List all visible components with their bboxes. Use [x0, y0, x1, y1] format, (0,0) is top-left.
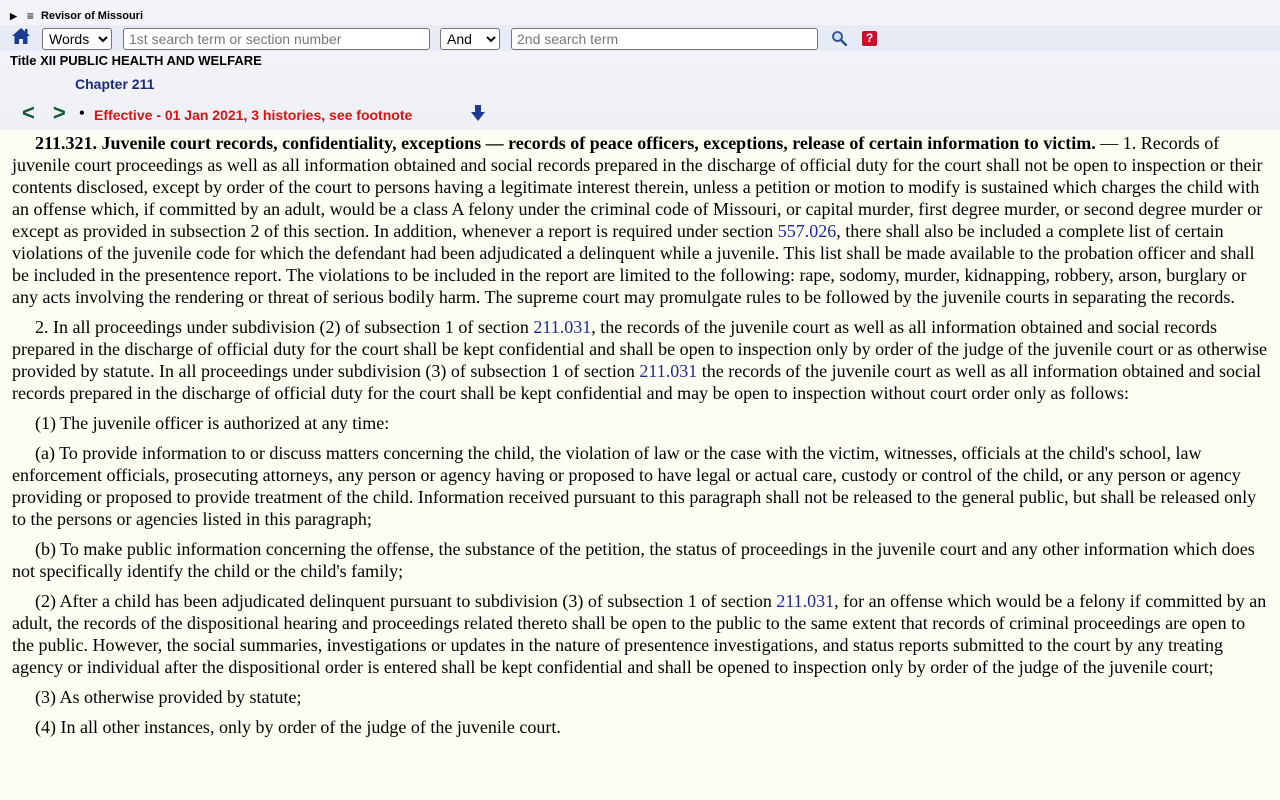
site-title: Revisor of Missouri	[40, 10, 144, 22]
search-operator-select[interactable]	[440, 28, 500, 50]
topline	[10, 8, 143, 24]
next-section-button[interactable]: >	[52, 100, 66, 125]
header	[0, 0, 1280, 130]
section-text	[12, 132, 1268, 746]
paragraph-7: (3) As otherwise provided by statute;	[35, 687, 302, 707]
section-heading: 211.321. Juvenile court records, confidentiality, exceptions — records of peace officers, exceptions, release of certain information to victim.	[35, 133, 1096, 153]
paragraph-6: (2) After a child has been adjudicated delinquent pursuant to subdivision (3) of subsection 1 of section 211.031, for an offense which would be a felony if committed by an adult, the records of the dispositional hearing and proceedings related thereto shall be open to the public to the same extent that records of criminal proceedings are open to the public. However, the social summaries, investigations or updates in the nature of presentence investigations, and status reports submitted to the court by any treating agency or individual after the dispositional order is entered shall be kept confidential and shall be opened to inspection only by order of the judge of the juvenile court;	[12, 591, 1267, 677]
paragraph-5: (b) To make public information concerning the offense, the substance of the petition, the status of proceedings in the juvenile court and any other information which does not specifically identify the child or the child's family;	[12, 539, 1255, 581]
section-link-211-031[interactable]: 211.031	[639, 361, 698, 381]
expand-triangle-icon[interactable]: ▶	[10, 10, 17, 21]
menu-icon[interactable]: ≡	[26, 9, 34, 23]
title-line: Title XII PUBLIC HEALTH AND WELFARE	[10, 53, 262, 68]
section-link-557-026[interactable]: 557.026	[777, 221, 837, 241]
section-link-211-031[interactable]: 211.031	[533, 317, 592, 337]
paragraph-2: 2. In all proceedings under subdivision (2) of subsection 1 of section 211.031, the records of the juvenile court as well as all information obtained and social records prepared in the discharge of official duty for the court shall be kept confidential and shall be open to inspection only by order of the judge of the juvenile court or as otherwise provided by statute. In all proceedings under subdivision (3) of subsection 1 of section 211.031 the records of the juvenile court as well as all information obtained and social records prepared in the discharge of official duty for the court shall be kept confidential and may be open to inspection without court order only as follows:	[12, 317, 1267, 403]
home-icon[interactable]	[11, 26, 31, 46]
section-link-211-031[interactable]: 211.031	[776, 591, 835, 611]
search-bar	[0, 25, 1280, 51]
search-mode-select[interactable]	[42, 28, 112, 50]
paragraph-1: 211.321. Juvenile court records, confidentiality, exceptions — records of peace officers, exceptions, release of certain information to victim. — 1. Records of juvenile court proceedings as well as all information obtained and social records prepared in the discharge of official duty for the court shall not be open to inspection or their contents disclosed, except by order of the court to persons having a legitimate interest therein, unless a petition or motion to modify is sustained which charges the child with an offense which, if committed by an adult, would be a class A felony under the criminal code of Missouri, or capital murder, first degree murder, or second degree murder or except as provided in subsection 2 of this section. In addition, whenever a report is required under section 557.026, there shall also be included a complete list of certain violations of the juvenile code for which the defendant had been adjudicated a delinquent while a juvenile. This list shall be made available to the probation officer and shall be included in the presentence report. The violations to be included in the report are limited to the following: rape, sodomy, murder, kidnapping, robbery, arson, burglary or any acts involving the rendering or threat of serious bodily harm. The supreme court may promulgate rules to be followed by the juvenile courts in separating the records.	[12, 133, 1263, 307]
previous-section-button[interactable]: <	[22, 100, 35, 125]
search-term-1-input[interactable]	[123, 28, 430, 50]
section-nav	[22, 101, 412, 125]
paragraph-8: (4) In all other instances, only by order of the judge of the juvenile court.	[35, 717, 561, 737]
down-arrow-icon[interactable]	[470, 104, 486, 122]
paragraph-3: (1) The juvenile officer is authorized at any time:	[35, 413, 390, 433]
search-term-2-input[interactable]	[511, 28, 818, 50]
search-icon[interactable]	[831, 30, 847, 46]
help-icon[interactable]: ?	[862, 31, 877, 46]
current-section-dot[interactable]: •	[78, 102, 86, 123]
effective-date-link[interactable]: Effective - 01 Jan 2021, 3 histories, see footnote	[94, 107, 413, 123]
chapter-link[interactable]: Chapter 211	[75, 76, 155, 92]
paragraph-4: (a) To provide information to or discuss matters concerning the child, the violation of law or the case with the victim, witnesses, officials at the child's school, law enforcement officials, prosecuting attorneys, any person or agency having or proposed to have legal or actual care, custody or control of the child, or any person or agency providing or proposed to provide treatment of the child. Information received pursuant to this paragraph shall not be released to the general public, but shall be released only to the persons or agencies listed in this paragraph;	[12, 443, 1257, 529]
